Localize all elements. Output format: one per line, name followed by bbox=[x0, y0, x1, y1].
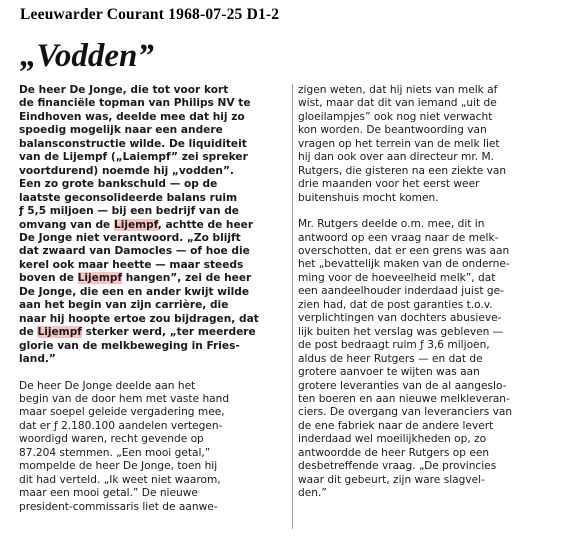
text-line: buitenshuis mocht komen. bbox=[298, 191, 439, 204]
text-line: desbetreffende vraag. „De provincies bbox=[298, 460, 497, 473]
body-paragraph bbox=[298, 218, 562, 501]
text-line: aan het begin van zijn carrière, die bbox=[19, 299, 229, 312]
text-line: gloeilampjes” ook nog niet verwacht bbox=[298, 110, 493, 123]
text-line: De Jonge niet verantwoord. „Zo blijft bbox=[19, 231, 241, 244]
text-line: president-commissaris liet de aanwe- bbox=[19, 500, 218, 513]
text-line: aldus de heer Rutgers — en dat de bbox=[298, 352, 483, 365]
text-line: laatste geconsolideerde balans ruim bbox=[19, 191, 238, 204]
text-line: antwoord op een vraag naar de melk- bbox=[298, 231, 499, 244]
column-divider bbox=[292, 84, 293, 529]
text-line: een aandeelhouder inderdaad juist ge- bbox=[298, 285, 504, 298]
text-line: de Lijempf sterker werd, „ter meerdere bbox=[19, 326, 256, 339]
text-line: spoedig mogelijk naar een andere bbox=[19, 124, 223, 137]
text-line: antwoordde de heer Rutgers op een bbox=[298, 446, 490, 459]
text-line: zigen weten, dat hij niets van melk af bbox=[298, 84, 498, 96]
text-line: ciers. De overgang van leveranciers van bbox=[298, 406, 513, 419]
text-line: drie maanden voor het eerst weer bbox=[298, 178, 480, 191]
text-line: kerel ook maar heette — maar steeds bbox=[19, 258, 244, 271]
text-line: ƒ 5,5 miljoen — bij een bedrijf van de bbox=[19, 205, 239, 218]
text-line: begin van de door hem met vaste hand bbox=[19, 392, 230, 405]
text-line: Rutgers, die gisteren na een ziekte van bbox=[298, 164, 507, 177]
paragraph-gap bbox=[19, 367, 289, 380]
text-line: hij dan ook over aan directeur mr. M. bbox=[298, 151, 494, 164]
text-line: de ene fabriek naar de andere levert bbox=[298, 419, 494, 432]
search-highlight: Lijempf bbox=[37, 326, 82, 339]
text-line: maar soepel geleide vergadering mee, bbox=[19, 406, 225, 419]
text-line: dit had verteld. „Ik weet niet waarom, bbox=[19, 473, 221, 486]
text-line: de financiële topman van Philips NV te bbox=[19, 97, 251, 110]
article-column-left bbox=[19, 84, 289, 514]
text-line: Een zo grote bankschuld — op de bbox=[19, 178, 218, 191]
text-line: de post bedraagt ruim ƒ 3,6 miljoen, bbox=[298, 339, 490, 352]
text-line: inderdaad wel moeilijkheden op, zo bbox=[298, 433, 487, 446]
text-line: wist, maar dat dit van iemand „uit de bbox=[298, 97, 497, 110]
text-line: grotere aanvoer te wijten was aan bbox=[298, 366, 480, 379]
newspaper-source-header: Leeuwarder Courant 1968-07-25 D1-2 bbox=[20, 6, 280, 23]
text-line: balansconstructie wilde. De liquiditeit bbox=[19, 137, 247, 150]
search-highlight: Lijempf bbox=[113, 218, 158, 231]
article-headline: „Vodden” bbox=[20, 38, 154, 74]
text-line: De heer De Jonge deelde aan het bbox=[19, 379, 196, 392]
body-paragraph bbox=[19, 380, 289, 515]
text-line: lijk buiten het verslag was gebleven — bbox=[298, 325, 504, 338]
article-column-right bbox=[298, 84, 562, 501]
body-paragraph bbox=[298, 84, 562, 205]
text-line: boven de Lijempf hangen”, zei de heer bbox=[19, 272, 252, 285]
text-line: maar een mooi getal.” De nieuwe bbox=[19, 487, 198, 500]
text-line: ten boeren en aan nieuwe melkleveran- bbox=[298, 392, 510, 405]
text-line: glorie van de melkbeweging in Fries- bbox=[19, 339, 240, 352]
text-line: naar hij hoopte ertoe zou bijdragen, dat bbox=[19, 312, 259, 325]
text-line: van de Lijempf („Laiempf” zei spreker bbox=[19, 151, 248, 164]
text-line: mompelde de heer De Jonge, toen hij bbox=[19, 460, 218, 473]
text-line: vragen op het terrein van de melk liet bbox=[298, 137, 500, 150]
paragraph-gap bbox=[298, 205, 562, 218]
search-highlight: Lijempf bbox=[77, 272, 123, 285]
text-line: dat er ƒ 2.180.100 aandelen vertegen- bbox=[19, 419, 223, 432]
text-line: land.” bbox=[19, 353, 56, 366]
text-line: voortdurend) noemde hij „vodden”. bbox=[19, 164, 234, 177]
text-line: den.” bbox=[298, 487, 327, 500]
lead-paragraph bbox=[19, 84, 289, 367]
text-line: ming voor de hoeveelheid melk”, dat bbox=[298, 271, 496, 284]
text-line: grotere leveranties van de al aangeslo- bbox=[298, 379, 507, 392]
text-line: 87.204 stemmen. „Een mooi getal,” bbox=[19, 446, 211, 459]
text-line: De Jonge, die een en ander kwijt wilde bbox=[19, 285, 250, 298]
text-line: overschotten, dat er een grens was aan bbox=[298, 244, 510, 257]
text-line: het „bevattelijk maken van de onderne- bbox=[298, 258, 510, 271]
text-line: zien had, dat de post garanties t.o.v. bbox=[298, 298, 493, 311]
text-line: dat zwaard van Damocles — of hoe die bbox=[19, 245, 250, 258]
text-line: Eindhoven was, deelde mee dat hij zo bbox=[19, 110, 245, 123]
text-line: waar dit gebeurt, zijn ware slagvel- bbox=[298, 473, 485, 486]
text-line: Mr. Rutgers deelde o.m. mee, dit in bbox=[298, 218, 485, 231]
text-line: verplichtingen van dochters abusieve- bbox=[298, 312, 502, 325]
text-line: De heer De Jonge, die tot voor kort bbox=[19, 84, 229, 96]
text-line: omvang van de Lijempf, achtte de heer bbox=[19, 218, 254, 231]
text-line: kon worden. De beantwoording van bbox=[298, 124, 487, 137]
text-line: woordigd waren, recht gevende op bbox=[19, 433, 204, 446]
